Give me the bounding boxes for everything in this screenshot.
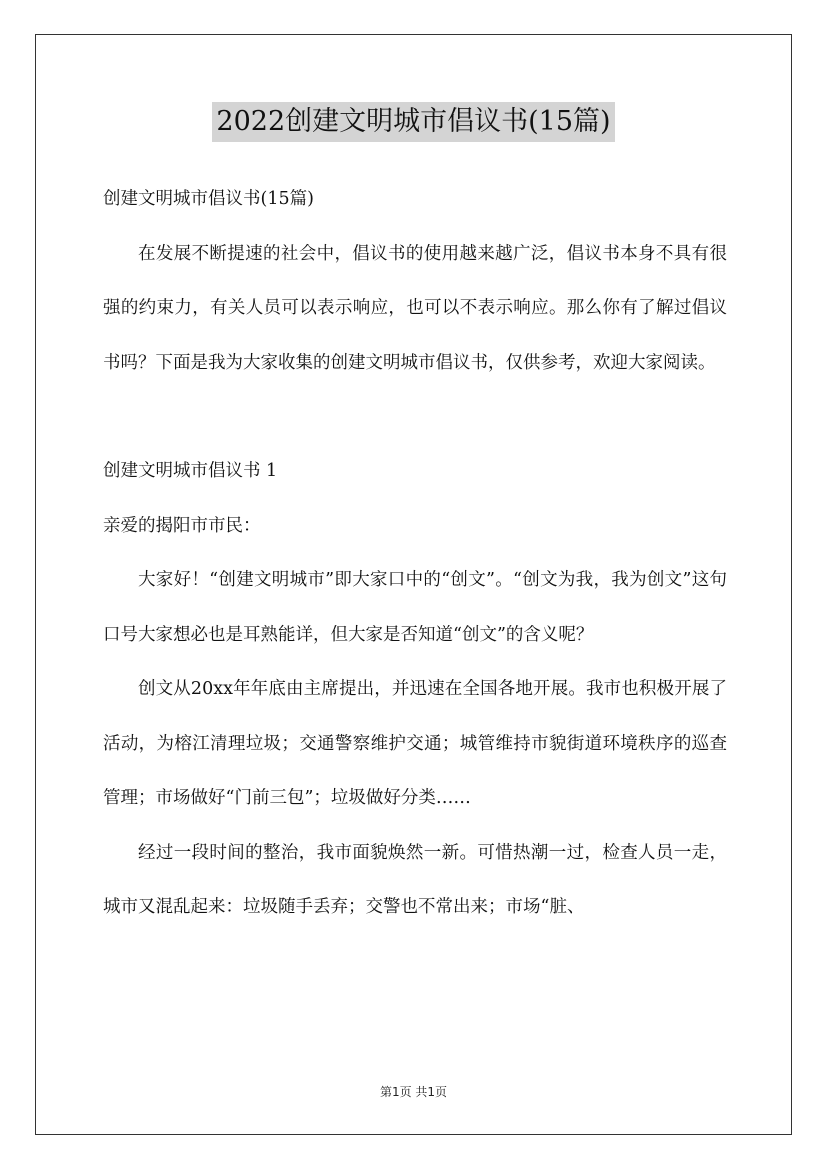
document-title (0, 102, 827, 145)
intro-paragraph: 在发展不断提速的社会中，倡议书的使用越来越广泛，倡议书本身不具有很强的约束力，有关人员可以表示响应，也可以不表示响应。那么你有了解过倡议书吗？下面是我为大家收集的创建文明城市倡议书，仅供参考，欢迎大家阅读。 (103, 243, 727, 373)
subtitle: 创建文明城市倡议书(15篇) (103, 189, 314, 209)
body-paragraph-2: 创文从20xx年年底由主席提出，并迅速在全国各地开展。我市也积极开展了活动，为榕江清理垃圾；交通警察维护交通；城管维持市貌街道环境秩序的巡查管理；市场做好“门前三包”；垃圾做好分类…… (103, 679, 727, 808)
salutation: 亲爱的揭阳市市民： (103, 515, 261, 536)
page-footer: 第1页 共1页 (379, 1085, 448, 1099)
section-spacer (103, 390, 727, 444)
section-heading: 创建文明城市倡议书 1 (103, 461, 278, 481)
document-title-text: 2022创建文明城市倡议书(15篇) (212, 102, 614, 142)
body-paragraph-3: 经过一段时间的整治，我市面貌焕然一新。可惜热潮一过，检查人员一走，城市又混乱起来：垃圾随手丢弃；交警也不常出来；市场“脏、 (103, 842, 727, 917)
body-paragraph-1: 大家好！“创建文明城市”即大家口中的“创文”。“创文为我，我为创文”这句口号大家想必也是耳熟能详，但大家是否知道“创文”的含义呢？ (103, 570, 727, 645)
document-body (103, 172, 727, 935)
